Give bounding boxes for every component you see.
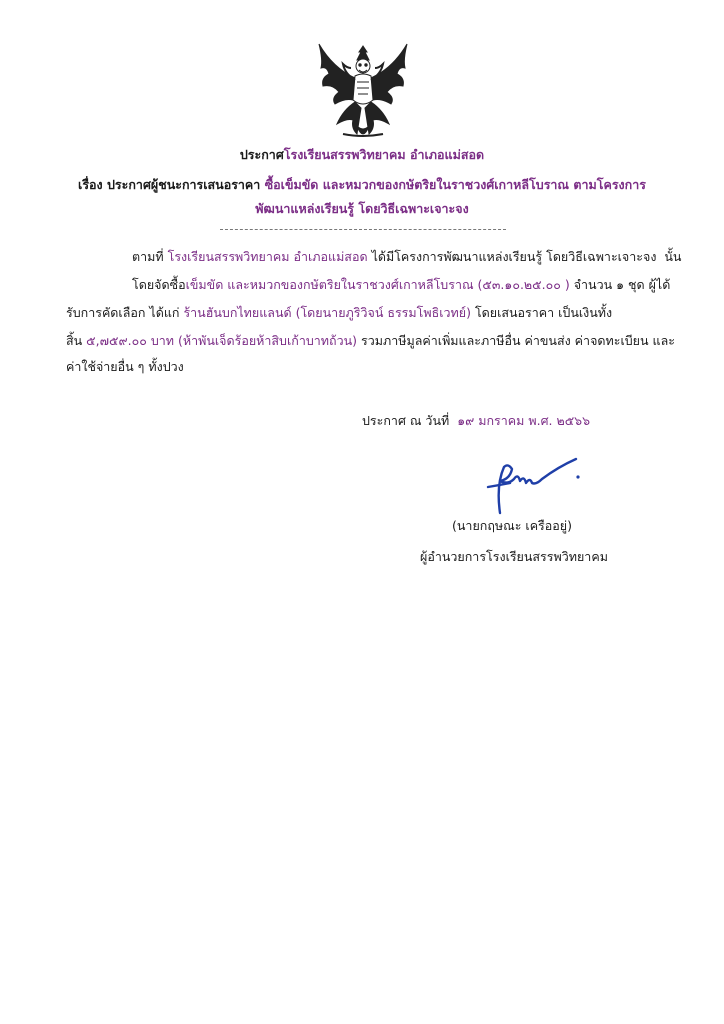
body-p1-org: โรงเรียนสรรพวิทยาคม อำเภอแม่สอด (167, 249, 368, 264)
body-p2-prefix: โดยจัดซื้อ (132, 277, 186, 292)
subject-text: ซื้อเข็มขัด และหมวกของกษัตริยในราชวงศ์เกาหลีโบราณ ตามโครงการ (264, 177, 646, 192)
separator-line (220, 229, 506, 230)
body-line-2 (132, 276, 670, 294)
body-line-4 (66, 332, 675, 350)
heading-line-1 (0, 146, 724, 164)
body-p3-suffix: โดยเสนอราคา เป็นเงินทั้ง (474, 305, 613, 320)
body-p2-item: เข็มขัด และหมวกของกษัตริยในราชวงศ์เกาหลีโบราณ (๕๓.๑๐.๒๕.๐๐ ) (185, 277, 570, 292)
heading-org: โรงเรียนสรรพวิทยาคม อำเภอแม่สอด (283, 147, 485, 162)
body-line-1 (132, 248, 681, 266)
body-p3-prefix: รับการคัดเลือก ได้แก่ (66, 305, 180, 320)
body-p1-middle: ได้มีโครงการพัฒนาแหล่งเรียนรู้ โดยวิธีเฉพาะเจาะจง (371, 249, 657, 264)
body-p4-amount: ๕,๗๕๙.๐๐ บาท (ห้าพันเจ็ดร้อยห้าสิบเก้าบาทถ้วน) (86, 333, 358, 348)
body-p2-suffix: จำนวน ๑ ชุด ผู้ได้ (573, 277, 671, 292)
heading-prefix: ประกาศ (239, 147, 284, 162)
announce-date: ๑๙ มกราคม พ.ศ. ๒๕๖๖ (457, 413, 591, 428)
body-line-5: ค่าใช้จ่ายอื่น ๆ ทั้งปวง (66, 359, 184, 374)
announce-date-line (362, 412, 590, 430)
body-p1-prefix: ตามที่ (132, 249, 164, 264)
body-p4-prefix: สิ้น (66, 333, 83, 348)
body-p3-vendor: ร้านฮันบกไทยแลนด์ (โดยนายภูริวิจน์ ธรรมโพธิเวทย์) (183, 305, 471, 320)
signer-position: ผู้อำนวยการโรงเรียนสรรพวิทยาคม (420, 549, 608, 564)
subject-prefix: เรื่อง ประกาศผู้ชนะการเสนอราคา (78, 177, 261, 192)
signer-name: (นายกฤษณะ เครืออยู่) (452, 518, 572, 533)
heading-line-3: พัฒนาแหล่งเรียนรู้ โดยวิธีเฉพาะเจาะจง (255, 201, 469, 216)
handwritten-signature-icon (470, 455, 585, 515)
announce-prefix: ประกาศ ณ วันที่ (362, 413, 450, 428)
heading-line-2 (0, 176, 724, 194)
garuda-emblem-icon (313, 38, 413, 142)
body-line-3 (66, 304, 612, 322)
body-p1-suffix: นั้น (664, 249, 682, 264)
body-p4-suffix: รวมภาษีมูลค่าเพิ่มและภาษีอื่น ค่าขนส่ง ค่าจดทะเบียน และ (361, 333, 675, 348)
